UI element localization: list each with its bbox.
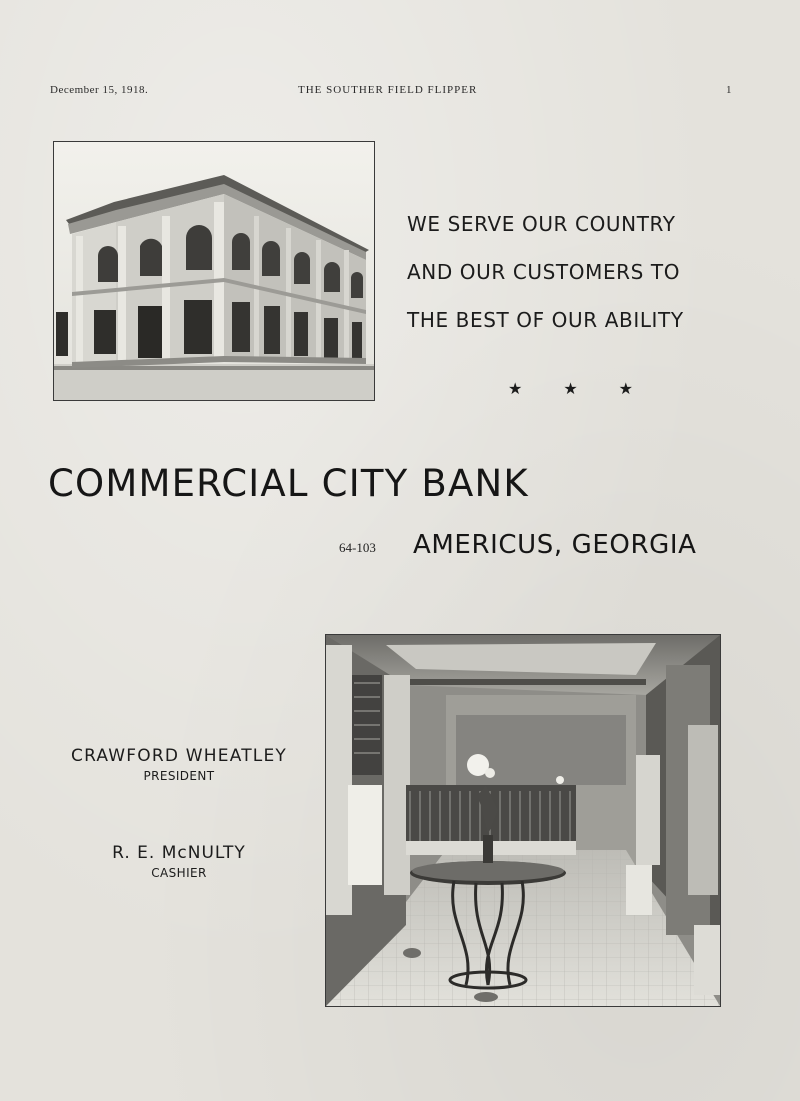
header-date: December 15, 1918. [50, 84, 149, 96]
president-title: PRESIDENT [143, 769, 215, 783]
cashier-name: R. E. McNULTY [112, 843, 246, 863]
star-icon: ★ [563, 379, 578, 398]
bank-code: 64-103 [339, 540, 376, 555]
star-icon: ★ [508, 379, 523, 398]
slogan-line-1: WE SERVE OUR COUNTRY [407, 212, 676, 236]
star-icon: ★ [618, 379, 633, 398]
slogan-line-3: THE BEST OF OUR ABILITY [407, 308, 684, 332]
slogan-line-2: AND OUR CUSTOMERS TO [407, 260, 681, 284]
president-name: CRAWFORD WHEATLEY [71, 746, 287, 766]
bank-lobby-interior-photo [325, 634, 721, 1007]
building-illustration [54, 142, 374, 400]
header-publication: THE SOUTHER FIELD FLIPPER [298, 84, 478, 96]
lobby-illustration [326, 635, 720, 1006]
bank-name: COMMERCIAL CITY BANK [48, 462, 529, 505]
bank-location: AMERICUS, GEORGIA [413, 530, 697, 560]
star-ornament [508, 379, 633, 398]
bank-building-exterior-photo [53, 141, 375, 401]
header-page-number: 1 [726, 84, 732, 96]
cashier-title: CASHIER [151, 866, 207, 880]
